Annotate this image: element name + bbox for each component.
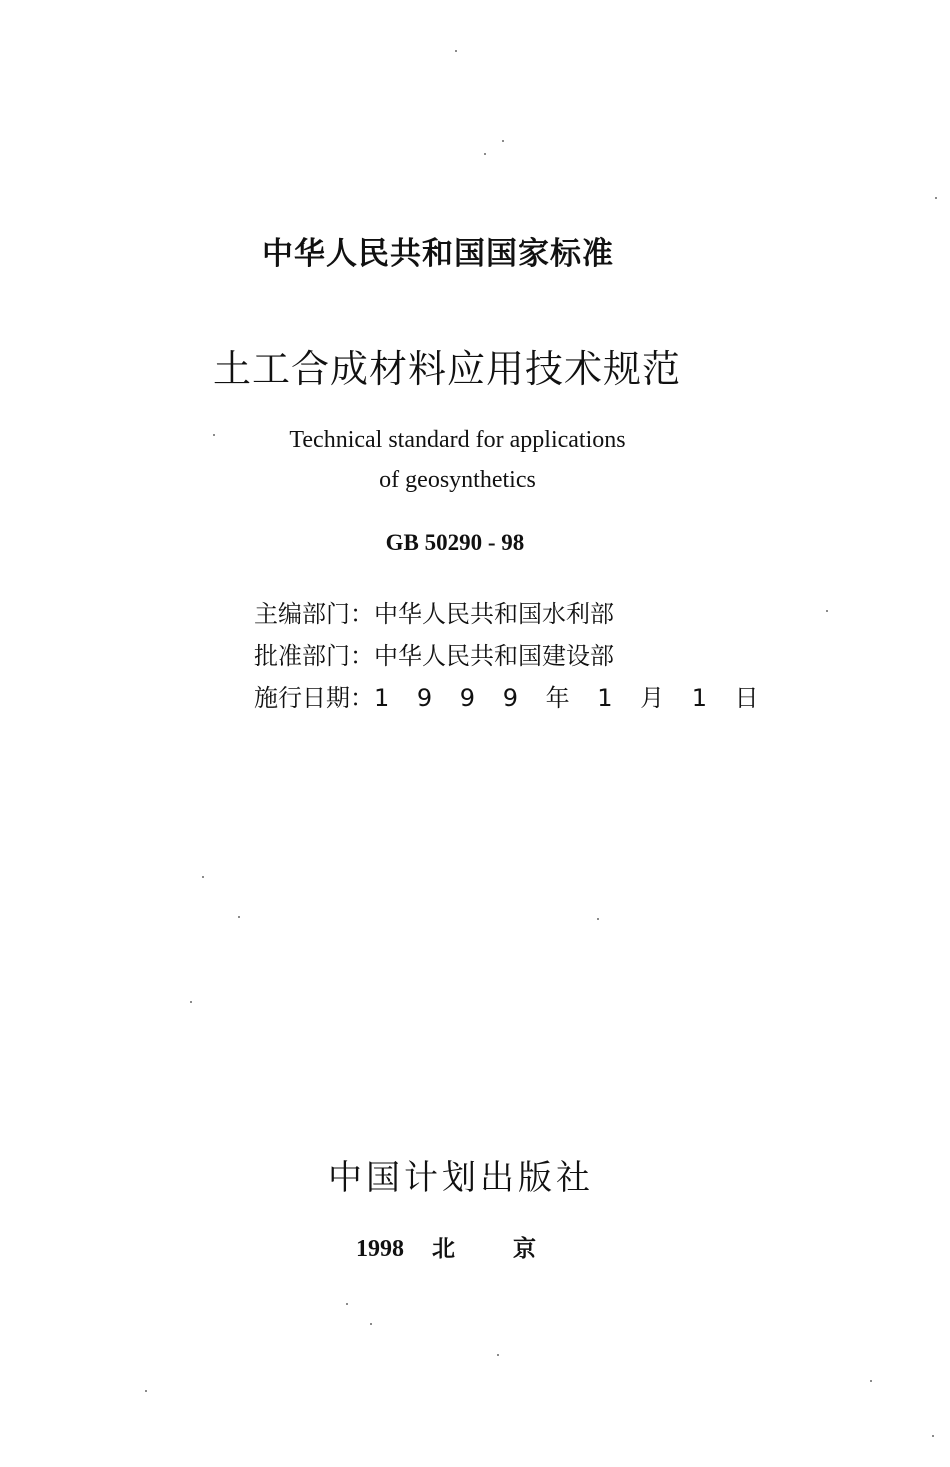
title-chinese: 土工合成材料应用技术规范: [213, 347, 682, 391]
scan-speck: [190, 1001, 192, 1003]
scan-speck: [597, 918, 599, 920]
national-standard-heading: 中华人民共和国国家标准: [262, 236, 614, 272]
scan-speck: [455, 50, 457, 52]
editor-value: 中华人民共和国水利部: [374, 600, 614, 628]
publication-year: 1998: [356, 1236, 404, 1262]
publication-city: 北京: [432, 1236, 594, 1262]
scan-speck: [932, 1435, 934, 1437]
effective-value: 1 9 9 9 年 1 月 1 日: [374, 684, 769, 712]
effective-date-row: [254, 680, 769, 722]
editor-label: 主编部门：: [254, 600, 374, 628]
scan-speck: [502, 140, 504, 142]
title-english-line1: Technical standard for applications: [289, 427, 626, 453]
scan-speck: [202, 876, 204, 878]
scan-speck: [935, 197, 937, 199]
publication-place: [356, 1230, 594, 1263]
scan-speck: [145, 1390, 147, 1392]
approver-row: [254, 638, 769, 680]
scan-speck: [870, 1380, 872, 1382]
scan-speck: [497, 1354, 499, 1356]
editor-row: [254, 596, 769, 638]
effective-label: 施行日期：: [254, 684, 374, 712]
scan-speck: [238, 916, 240, 918]
scan-speck: [484, 153, 486, 155]
scan-speck: [213, 434, 215, 436]
title-english: [0, 420, 915, 500]
publisher-name: 中国计划出版社: [328, 1158, 594, 1198]
scan-speck: [370, 1323, 372, 1325]
title-english-line2: of geosynthetics: [379, 467, 536, 493]
standard-code: GB 50290 - 98: [385, 530, 525, 555]
approver-value: 中华人民共和国建设部: [374, 642, 614, 670]
scan-speck: [826, 610, 828, 612]
meta-block: [254, 596, 769, 722]
scan-speck: [346, 1303, 348, 1305]
approver-label: 批准部门：: [254, 642, 374, 670]
